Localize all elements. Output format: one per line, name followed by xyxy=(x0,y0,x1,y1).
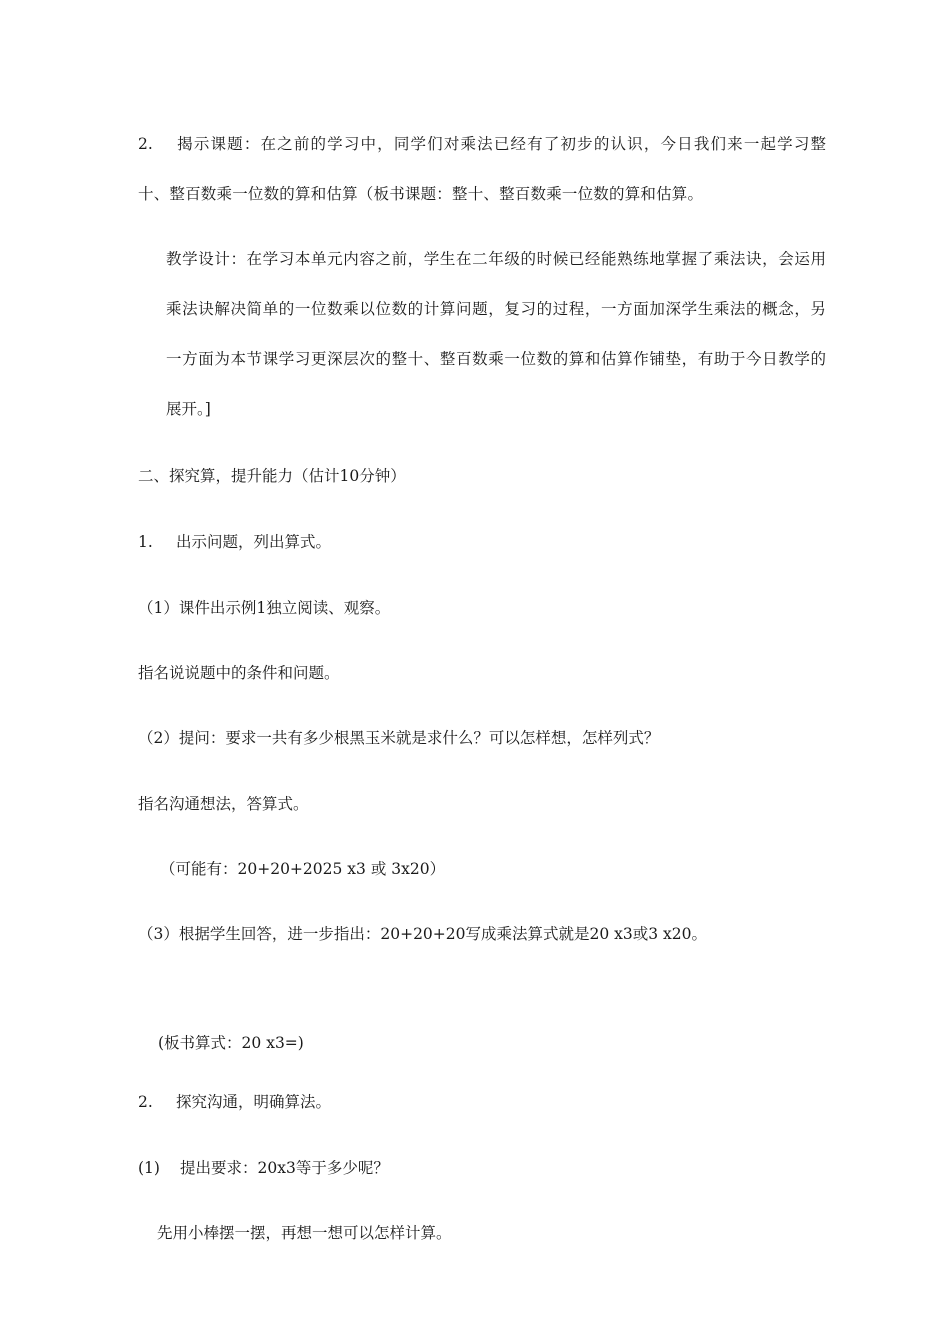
paragraph-line xyxy=(138,133,826,155)
item-number: 2. xyxy=(138,135,153,153)
paragraph-line: 十、整百数乘一位数的算和估算（板书课题：整十、整百数乘一位数的算和估算。 xyxy=(138,185,703,203)
item-number: 2. xyxy=(138,1093,153,1111)
numbered-step xyxy=(138,531,331,553)
design-note-line: 乘法诀解决简单的一位数乘以位数的计算问题，复习的过程，一方面加深学生乘法的概念，另 xyxy=(166,300,826,318)
design-note-line: 一方面为本节课学习更深层次的整十、整百数乘一位数的算和估算作铺垫，有助于今日教学的 xyxy=(166,350,826,368)
sub-step: （2）提问：要求一共有多少根黑玉米就是求什么？可以怎样想，怎样列式？ xyxy=(138,729,660,747)
line-text: 揭示课题：在之前的学习中，同学们对乘法已经有了初步的认识，今日我们来一起学习整 xyxy=(176,135,826,153)
section-heading: 二、探究算，提升能力（估计10分钟） xyxy=(138,467,406,485)
item-number: 1. xyxy=(138,533,153,551)
sub-step xyxy=(138,1157,389,1179)
line-text: 出示问题，列出算式。 xyxy=(176,533,332,551)
design-note-line: 展开。] xyxy=(166,400,211,418)
paragraph-line: 先用小棒摆一摆，再想一想可以怎样计算。 xyxy=(157,1224,452,1242)
design-note-line: 教学设计：在学习本单元内容之前，学生在二年级的时候已经能熟练地掌握了乘法诀，会运用 xyxy=(166,250,826,268)
paragraph-line: 指名说说题中的条件和问题。 xyxy=(138,664,340,682)
sub-step: （1）课件出示例1独立阅读、观察。 xyxy=(138,599,391,617)
line-text: 提出要求：20x3等于多少呢？ xyxy=(180,1159,389,1177)
item-number: (1) xyxy=(138,1159,160,1177)
line-text: 探究沟通，明确算法。 xyxy=(176,1093,332,1111)
board-formula: (板书算式：20 x3=) xyxy=(158,1034,304,1052)
formula-line: （可能有：20+20+2025 x3 或 3x20） xyxy=(160,860,446,878)
paragraph-line: 指名沟通想法，答算式。 xyxy=(138,795,309,813)
sub-step: （3）根据学生回答，进一步指出：20+20+20写成乘法算式就是20 x3或3 x20。 xyxy=(138,925,708,943)
numbered-step xyxy=(138,1091,331,1113)
